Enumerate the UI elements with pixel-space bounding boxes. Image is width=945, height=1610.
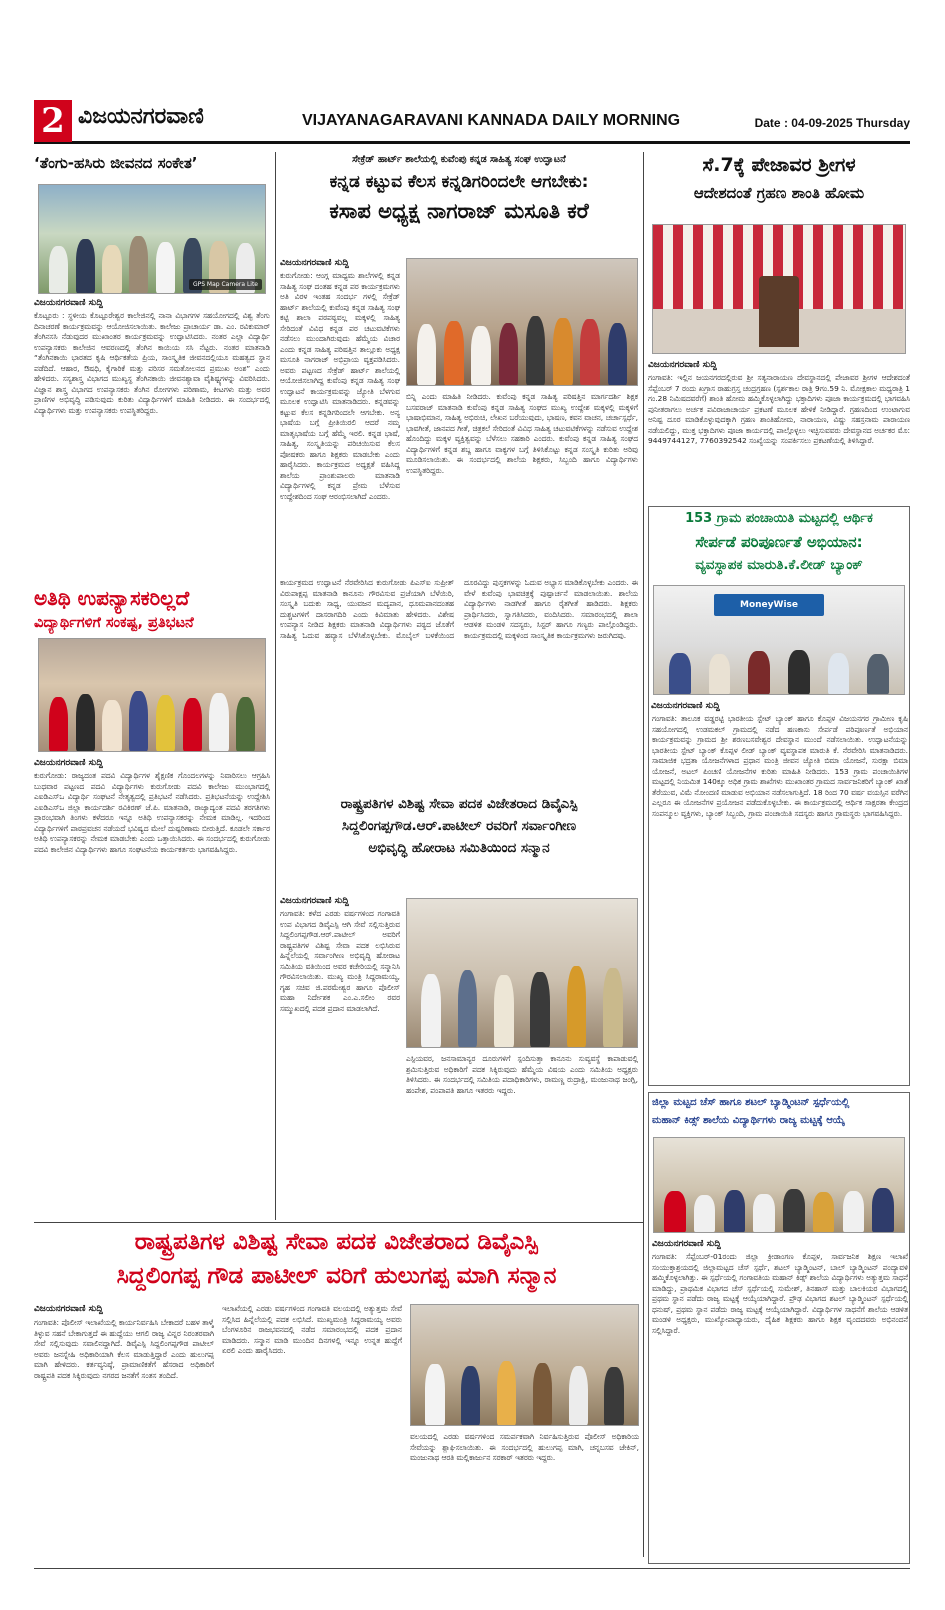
article-photo: [410, 1304, 639, 1426]
byline: ವಿಜಯನಗರವಾಣಿ ಸುದ್ದಿ: [652, 1239, 721, 1249]
article-photo: [406, 258, 638, 386]
column-rule: [643, 152, 644, 1557]
masthead: [34, 100, 910, 144]
page-number: 2: [34, 100, 72, 142]
headline-line-2: ಮಹಾನ್ ಕಿಡ್ಸ್ ಶಾಲೆಯ ವಿದ್ಯಾರ್ಥಿಗಳು ರಾಜ್ಯ ಮಟ್ಟಕ್ಕೆ ಆಯ್ಕೆ: [652, 1115, 845, 1126]
article-body-right: ಎಸ್ಪಿಯವರ, ಜನಸಾಮಾನ್ಯರ ದೂರುಗಳಿಗೆ ಸ್ಪಂದಿಸುತ್ತಾ ಕಾನೂನು ಸುವ್ಯವಸ್ಥೆ ಕಾಪಾಡುವಲ್ಲಿ ಶ್ರಮಿಸುತ್ತಿರುವ ಅಧಿಕಾರಿಗೆ ಪದಕ ಸಿಕ್ಕಿರುವುದು ಹೆಮ್ಮೆಯ ವಿಷಯ ಎಂದು ಸಮಿತಿಯ ಅಧ್ಯಕ್ಷರು ತಿಳಿಸಿದರು. ಈ ಸಂದರ್ಭದಲ್ಲಿ ಸಮಿತಿಯ ಪದಾಧಿಕಾರಿಗಳು, ರಾಮಣ್ಣ ರುದ್ರಾಕ್ಷಿ, ಮಂಜುನಾಥ ಜಂಗ್ಲಿ, ಹಂಪೇಶ, ಪಂಪಾಪತಿ ಹಾಗೂ ಇತರರು ಇದ್ದರು.: [406, 1054, 638, 1095]
headline: ‘ತೆಂಗು-ಹಸಿರು ಜೀವನದ ಸಂಕೇತ’: [34, 154, 198, 172]
article-financial-literacy: [648, 506, 910, 1086]
issue-date: Date : 04-09-2025 Thursday: [754, 116, 910, 130]
headline-line-3: ಅಭಿವೃದ್ಧಿ ಹೋರಾಟ ಸಮಿತಿಯಿಂದ ಸನ್ಮಾನ: [368, 840, 550, 856]
article-body: ಗಂಗಾವತಿ: ತಾಲೂಕ ವಡ್ಡರಟ್ಟಿ ಭಾರತೀಯ ಸ್ಟೇಟ್ ಬ್ಯಾಂಕ್ ಹಾಗೂ ಕೊಪ್ಪಳ ವಿಜಯನಗರ ಗ್ರಾಮೀಣ ಕೃಷಿ ಸಹಯೋಗದಲ್ಲಿ ಉಡಮಕಲ್ ಗ್ರಾಮದಲ್ಲಿ ನಡೆದ ಹಣಕಾಸು ಸೇರ್ಪಡೆ ಪರಿಪೂರ್ಣತೆ ಅಭಿಯಾನ ಕಾರ್ಯಕ್ರಮವನ್ನು ಗ್ರಾಮದ ಶ್ರೀ ಶರಣಬಸವೇಶ್ವರ ದೇವಸ್ಥಾನ ಮುಂದೆ ನಡೆಸಲಾಯಿತು. ಉದ್ಘಾಟನೆಯನ್ನು ಭಾರತೀಯ ಸ್ಟೇಟ್ ಬ್ಯಾಂಕ್ ಕೊಪ್ಪಳ ಲೀಡ್ ಬ್ಯಾಂಕ್ ವ್ಯವಸ್ಥಾಪಕ ಮಾರುತಿ ಕೆ. ನೆರವೇರಿಸಿ ಮಾತನಾಡಿದರು. ಸಾಮಾಜಿಕ ಭದ್ರತಾ ಯೋಜನೆಗಳಾದ ಪ್ರಧಾನ ಮಂತ್ರಿ ಜೀವನ ಜ್ಯೋತಿ ಬಿಮಾ ಯೋಜನೆ, ಸುರಕ್ಷಾ ಬಿಮಾ ಯೋಜನೆ, ಅಟಲ್ ಪಿಂಚಣಿ ಯೋಜನೆಗಳ ಕುರಿತು ಮಾಹಿತಿ ನೀಡಿದರು. 153 ಗ್ರಾಮ ಪಂಚಾಯಿತಿಗಳ ಮಟ್ಟದಲ್ಲಿ ನಿಯಮಿತ 140ಕ್ಕೂ ಅಧಿಕ ಗ್ರಾಮ ಶಾಖೆಗಳು ಮುಖಾಂತರ ಗ್ರಾಮದ ಸಾರ್ವಜನಿಕರಿಗೆ ಬ್ಯಾಂಕ್ ಖಾತೆ ತೆರೆಯುವ, ವಿಮೆ ನೋಂದಣಿ ಮಾಡುವ ಅಭಿಯಾನ ನಡೆಸಲಾಗುತ್ತಿದೆ. 18 ರಿಂದ 70 ವರ್ಷ ವಯಸ್ಸಿನ ವರೆಗಿನ ಎಲ್ಲರೂ ಈ ಯೋಜನೆಗಳ ಪ್ರಯೋಜನ ಪಡೆದುಕೊಳ್ಳಬೇಕು. ಈ ಕಾರ್ಯಕ್ರಮದಲ್ಲಿ ಆರ್ಥಿಕ ಸಾಕ್ಷರತಾ ಕೇಂದ್ರದ ಸಂಪನ್ಮೂಲ ವ್ಯಕ್ತಿಗಳು, ಬ್ಯಾಂಕ್ ಸಿಬ್ಬಂದಿ, ಗ್ರಾಮ ಪಂಚಾಯಿತಿ ಸದಸ್ಯರು ಹಾಗೂ ಗ್ರಾಮಸ್ಥರು ಭಾಗವಹಿಸಿದ್ದರು.: [652, 714, 908, 818]
byline: ವಿಜಯನಗರವಾಣಿ ಸುದ್ದಿ: [34, 298, 103, 308]
byline: ವಿಜಯನಗರವಾಣಿ ಸುದ್ದಿ: [34, 758, 103, 768]
section-rule: [34, 1222, 643, 1223]
headline-line-1: ರಾಷ್ಟ್ರಪತಿಗಳ ವಿಶಿಷ್ಟ ಸೇವಾ ಪದಕ ವಿಜೇತರಾದ ಡಿವೈಎಸ್ಪಿ: [340, 796, 578, 812]
byline: ವಿಜಯನಗರವಾಣಿ ಸುದ್ದಿ: [280, 896, 349, 906]
article-body: ಕುರುಗೋಡು: ರಾಜ್ಯದಂತ ಪದವಿ ವಿದ್ಯಾರ್ಥಿಗಳ ಶೈಕ್ಷಣಿಕ ಗೊಂದಲಗಳನ್ನು ನಿವಾರಿಸಲು ಆಗ್ರಹಿಸಿ ಬುಧವಾರ ಪಟ್ಟಣದ ಪದವಿ ವಿದ್ಯಾರ್ಥಿಗಳು ಕುರುಗೋಡು ಪದವಿ ಕಾಲೇಜು ಮುಂಭಾಗದಲ್ಲಿ ಎಐಡಿಎಸ್‌ಒ ವಿದ್ಯಾರ್ಥಿ ಸಂಘಟನೆ ನೇತೃತ್ವದಲ್ಲಿ ಪ್ರತಿಭಟನೆ ನಡೆಸಿದರು. ಪ್ರತಿಭಟನೆಯನ್ನು ಉದ್ದೇಶಿಸಿ ಎಐಡಿಎಸ್‌ಒ ಜಿಲ್ಲಾ ಕಾರ್ಯದರ್ಶಿ ರವಿಕಿರಣ್ ಜೆ.ಪಿ. ಮಾತನಾಡಿ, ರಾಜ್ಯಾದ್ಯಂತ ಪದವಿ ತರಗತಿಗಳು ಪ್ರಾರಂಭವಾಗಿ ತಿಂಗಳು ಕಳೆದರೂ ಇನ್ನೂ ಅತಿಥಿ ಉಪನ್ಯಾಸಕರನ್ನು ನೇಮಕ ಮಾಡಿಲ್ಲ. ಇದರಿಂದ ವಿದ್ಯಾರ್ಥಿಗಳಿಗೆ ಪಾಠಪ್ರವಚನ ನಡೆಯದೆ ಭವಿಷ್ಯದ ಮೇಲೆ ದುಷ್ಪರಿಣಾಮ ಬೀರುತ್ತಿದೆ. ಕೂಡಲೇ ಸರ್ಕಾರ ಅತಿಥಿ ಉಪನ್ಯಾಸಕರನ್ನು ನೇಮಕ ಮಾಡಬೇಕು ಎಂದು ಒತ್ತಾಯಿಸಿದರು. ಈ ಸಂದರ್ಭದಲ್ಲಿ ಕುರುಗೋಡು ಪದವಿ ಕಾಲೇಜಿನ ವಿದ್ಯಾರ್ಥಿಗಳು ಹಾಗೂ ಸಂಘಟನೆಯ ಕಾರ್ಯಕರ್ತರು ಭಾಗವಹಿಸಿದ್ದರು.: [34, 771, 270, 854]
kicker: ಸೇಕ್ರೆಡ್ ಹಾರ್ಟ್ ಶಾಲೆಯಲ್ಲಿ ಕುವೆಂಪು ಕನ್ನಡ ಸಾಹಿತ್ಯ ಸಂಘ ಉದ್ಘಾಟನೆ: [352, 154, 566, 165]
article-body-left: ಕುರುಗೋಡು: ಆಂಗ್ಲ ಮಾಧ್ಯಮ ಶಾಲೆಗಳಲ್ಲಿ ಕನ್ನಡ ಸಾಹಿತ್ಯ ಸಂಘ ದಂತಹ ಕನ್ನಡ ಪರ ಕಾರ್ಯಕ್ರಮಗಳು ಅತಿ ವಿರಳ ಇಂತಹ ಸಂದರ್ಭ ಗಳಲ್ಲಿ ಸೇಕ್ರೆಡ್ ಹಾರ್ಟ್ ಶಾಲೆಯಲ್ಲಿ ಕುವೆಂಪು ಕನ್ನಡ ಸಾಹಿತ್ಯ ಸಂಘ ಕಟ್ಟಿ ಶಾಲಾ ಪಠಪಠ್ಯವಲ್ಲ ಮಕ್ಕಳಲ್ಲಿ ಸಾಹಿತ್ಯ ಸೇರಿದಂತೆ ವಿವಿಧ ಕನ್ನಡ ಪರ ಚಟುವಟಿಕೆಗಳು ನಡೆಸಲು ಮುಂದಾಗಿರುವುದು ಹೆಮ್ಮೆಯ ವಿಚಾರ ಎಂದು ಕನ್ನಡ ಸಾಹಿತ್ಯ ಪರಿಷತ್ತಿನ ತಾಲ್ಲೂಕು ಅಧ್ಯಕ್ಷ ಮಸೂತಿ ನಾಗರಾಜ್ ಅಭಿಪ್ರಾಯ ವ್ಯಕ್ತಪಡಿಸಿದರು. ಅವರು ಪಟ್ಟಣದ ಸೇಕ್ರೆಡ್ ಹಾರ್ಟ್ ಶಾಲೆಯಲ್ಲಿ ಆಯೋಜಿಸಲಾಗಿದ್ದ ಕುವೆಂಪು ಕನ್ನಡ ಸಾಹಿತ್ಯ ಸಂಘ ಉದ್ಘಾಟನೆ ಕಾರ್ಯಕ್ರಮವನ್ನು ಜ್ಯೋತಿ ಬೆಳಗುವ ಮೂಲಕ ಉದ್ಘಾಟಿಸಿ ಮಾತನಾಡಿದರು. ಕನ್ನಡವನ್ನು ಕಟ್ಟುವ ಕೆಲಸ ಕನ್ನಡಿಗರಿಂದಲೇ ಆಗಬೇಕು. ಅನ್ಯ ಭಾಷೆಯ ಬಗ್ಗೆ ಪ್ರೀತಿಯಿರಲಿ ಆದರೆ ನಮ್ಮ ಮಾತೃಭಾಷೆಯ ಬಗ್ಗೆ ಹೆಮ್ಮೆ ಇರಲಿ. ಕನ್ನಡ ಭಾಷೆ, ಸಾಹಿತ್ಯ, ಸಂಸ್ಕೃತಿಯನ್ನು ಪರಿಚಯಿಸುವ ಕೆಲಸ ಪೋಷಕರು ಹಾಗೂ ಶಿಕ್ಷಕರು ಮಾಡಬೇಕು ಎಂದು ಹಾರೈಸಿದರು. ಕಾರ್ಯಕ್ರಮದ ಅಧ್ಯಕ್ಷತೆ ವಹಿಸಿದ್ದ ಶಾಲೆಯ ಪ್ರಾಂಶುಪಾಲರು ಮಾತನಾಡಿ ವಿದ್ಯಾರ್ಥಿಗಳಲ್ಲಿ ಕನ್ನಡ ಪ್ರೇಮ ಬೆಳೆಸುವ ಉದ್ದೇಶದಿಂದ ಸಂಘ ಆರಂಭಿಸಲಾಗಿದೆ ಎಂದರು.: [280, 271, 400, 501]
headline-line-1: ಜಿಲ್ಲಾ ಮಟ್ಟದ ಚೆಸ್ ಹಾಗೂ ಶಟಲ್ ಬ್ಯಾಡ್ಮಿಂಟನ್ ಸ್ಪರ್ಧೆಯಲ್ಲಿ: [652, 1097, 850, 1108]
article-photo: [653, 585, 905, 695]
photo-watermark: GPS Map Camera Lite: [189, 279, 262, 290]
article-chess: [648, 1092, 910, 1564]
article-photo: [653, 1137, 905, 1233]
article-body: ಗಂಗಾವತಿ: ಇಲ್ಲಿನ ಜಯನಗರದಲ್ಲಿರುವ ಶ್ರೀ ಸತ್ಯನಾರಾಯಣ ದೇವಸ್ಥಾನದಲ್ಲಿ ಪೇಜಾವರ ಶ್ರೀಗಳ ಆದೇಶದಂತೆ ಸೆಪ್ಟೆಂಬರ್ 7 ರಂದು ಖಗ್ರಾಸ ರಾಹುಗ್ರಸ್ತ ಚಂದ್ರಗ್ರಹಣ (ಸ್ಪರ್ಶಕಾಲ ರಾತ್ರಿ 9ಗಂ.59 ನಿ. ಮೋಕ್ಷಕಾಲ ಮಧ್ಯರಾತ್ರಿ 1 ಗಂ.28 ನಿಮಿಷದವರೆಗೆ) ಶಾಂತಿ ಹೋಮ ಹಮ್ಮಿಕೊಳ್ಳಲಾಗಿದ್ದು ಭಕ್ತಾದಿಗಳು ಪೂಜಾ ಕಾರ್ಯಕ್ರಮದಲ್ಲಿ ಭಾಗವಹಿಸಿ ಪುನೀತರಾಗಲು ಅರ್ಚಕ ಪವಿರಾಜಾಚಾರ್ಯ ಪ್ರಕಟಣೆ ಮೂಲಕ ಹೇಳಿಕೆ ನೀಡಿದ್ದಾರೆ. ಗ್ರಹಣದಿಂದ ಉಂಟಾಗುವ ಅನಿಷ್ಟ ದೂರ ಮಾಡಿಕೊಳ್ಳುವುದಕ್ಕಾಗಿ ಗ್ರಹಣ ಶಾಂತಿಹೋಮ, ನಾರಾಯಣ, ವಿಷ್ಣು ಸಹಸ್ರನಾಮ ಪಾರಾಯಣ ನಡೆಯಲಿದ್ದು, ಮುಕ್ತ ಭಕ್ತಾದಿಗಳು ಪೂಜಾ ಕಾರ್ಯದಲ್ಲಿ ಪಾಲ್ಗೊಳ್ಳಲು ಇಚ್ಛಿಸುವವರು ದೇವಸ್ಥಾನದ ಅರ್ಚಕರ ಮೊ: 9449744127, 7760392542 ಸಂಖ್ಯೆಯನ್ನು ಸಂಪರ್ಕಿಸಲು ಪ್ರಕಟಣೆಯಲ್ಲಿ ತಿಳಿಸಿದ್ದಾರೆ.: [648, 373, 910, 446]
byline: ವಿಜಯನಗರವಾಣಿ ಸುದ್ದಿ: [651, 701, 720, 711]
paper-title-english: VIJAYANAGARAVANI KANNADA DAILY MORNING: [302, 112, 681, 129]
headline-line-3: ವ್ಯವಸ್ಥಾಪಕ ಮಾರುತಿ.ಕೆ.ಲೀಡ್ ಬ್ಯಾಂಕ್: [695, 557, 863, 573]
article-coconut: [34, 154, 270, 582]
byline: ವಿಜಯನಗರವಾಣಿ ಸುದ್ದಿ: [280, 258, 349, 268]
article-photo: [38, 638, 266, 752]
headline-line-2: ಸೇರ್ಪಡೆ ಪರಿಪೂರ್ಣತೆ ಅಭಿಯಾನ:: [695, 533, 863, 551]
article-body: ಗಂಗಾವತಿ: ಸೆಪ್ಟೆಂಬರ್-01ರಂದು ಜಿಲ್ಲಾ ಕ್ರೀಡಾಂಗಣ ಕೊಪ್ಪಳ, ಸಾರ್ವಜನಿಕ ಶಿಕ್ಷಣ ಇಲಾಖೆ ಸಂಯುಕ್ತಾಶ್ರಯದಲ್ಲಿ ಜಿಲ್ಲಾಮಟ್ಟದ ಚೆಸ್ ಸ್ಪರ್ಧೆ, ಶಟಲ್ ಬ್ಯಾಡ್ಮಿಂಟನ್, ಬಾಲ್ ಬ್ಯಾಡ್ಮಿಂಟನ್ ಪಂದ್ಯಾವಳಿ ಹಮ್ಮಿಕೊಳ್ಳಲಾಗಿತ್ತು. ಈ ಸ್ಪರ್ಧೆಯಲ್ಲಿ ಗಂಗಾವತಿಯ ಮಹಾನ್ ಕಿಡ್ಸ್ ಶಾಲೆಯ ವಿದ್ಯಾರ್ಥಿಗಳು ಅತ್ಯುತ್ತಮ ಸಾಧನೆ ಮಾಡಿದ್ದು, ಪ್ರಾಥಮಿಕ ವಿಭಾಗದ ಚೆಸ್ ಸ್ಪರ್ಧೆಯಲ್ಲಿ ಸುಮೇಶ್, ತಿನಹಾಸ್ ಮತ್ತು ಬಾಲಕಿಯರ ವಿಭಾಗದಲ್ಲಿ ಪ್ರಥಮ ಸ್ಥಾನ ಪಡೆದು ರಾಜ್ಯ ಮಟ್ಟಕ್ಕೆ ಆಯ್ಕೆಯಾಗಿದ್ದಾರೆ. ಪ್ರೌಢ ವಿಭಾಗದ ಶಟಲ್ ಬ್ಯಾಡ್ಮಿಂಟನ್ ಸ್ಪರ್ಧೆಯಲ್ಲಿ ಧನುಷ್, ಪ್ರಥಮ ಸ್ಥಾನ ಪಡೆದು ರಾಜ್ಯ ಮಟ್ಟಕ್ಕೆ ಆಯ್ಕೆಯಾಗಿದ್ದಾರೆ. ವಿದ್ಯಾರ್ಥಿಗಳ ಸಾಧನೆಗೆ ಶಾಲೆಯ ಆಡಳಿತ ಮಂಡಳಿ ಅಧ್ಯಕ್ಷರು, ಮುಖ್ಯೋಪಾಧ್ಯಾಯರು, ದೈಹಿಕ ಶಿಕ್ಷಕರು ಹಾಗೂ ಶಿಕ್ಷಕ ವೃಂದದವರು ಅಭಿನಂದನೆ ಸಲ್ಲಿಸಿದ್ದಾರೆ.: [652, 1252, 908, 1335]
article-guest-lecturers: [34, 586, 270, 1216]
article-dysp-honour-large: [34, 1228, 639, 1564]
page-bottom-rule: [34, 1568, 910, 1569]
byline: ವಿಜಯನಗರವಾಣಿ ಸುದ್ದಿ: [648, 360, 717, 370]
headline-line-2: ಸಿದ್ದಲಿಂಗಪ್ಪಗೌಡ.ಆರ್.ಪಾಟೀಲ್ ರವರಿಗೆ ಸರ್ವಾಂಗೀಣ: [341, 818, 577, 834]
headline-line-1: ಕನ್ನಡ ಕಟ್ಟುವ ಕೆಲಸ ಕನ್ನಡಿಗರಿಂದಲೇ ಆಗಬೇಕು:: [329, 172, 589, 192]
column-rule: [275, 152, 276, 1220]
headline-line-1: ರಾಷ್ಟ್ರಪತಿಗಳ ವಿಶಿಷ್ಟ ಸೇವಾ ಪದಕ ವಿಜೇತರಾದ ಡಿವೈಎಸ್ಪಿ: [134, 1229, 539, 1255]
article-body-mid: ಇಲಾಖೆಯಲ್ಲಿ ಎರಡು ವರ್ಷಗಳಿಂದ ಗಂಗಾವತಿ ವಲಯದಲ್ಲಿ ಅತ್ಯುತ್ತಮ ಸೇವೆ ಸಲ್ಲಿಸಿದ ಹಿನ್ನೆಲೆಯಲ್ಲಿ ಪದಕ ಲಭಿಸಿದೆ. ಮುಖ್ಯಮಂತ್ರಿ ಸಿದ್ದರಾಮಯ್ಯ ಅವರು ಬೆಂಗಳೂರಿನ ರಾಜಭವನದಲ್ಲಿ ನಡೆದ ಸಮಾರಂಭದಲ್ಲಿ ಪದಕ ಪ್ರದಾನ ಮಾಡಿದರು. ಸನ್ಮಾನ ಮಾಡಿ ಮುಂದಿನ ದಿನಗಳಲ್ಲಿ ಇನ್ನೂ ಉನ್ನತ ಹುದ್ದೆಗೆ ಏರಲಿ ಎಂದು ಹಾರೈಸಿದರು.: [222, 1304, 402, 1356]
headline-line-1: 153 ಗ್ರಾಮ ಪಂಚಾಯಿತಿ ಮಟ್ಟದಲ್ಲಿ ಆರ್ಥಿಕ: [685, 511, 873, 526]
article-body-right: ವಲಯದಲ್ಲಿ ಎರಡು ವರ್ಷಗಳಿಂದ ಸಮರ್ಪಕವಾಗಿ ನಿರ್ವಹಿಸುತ್ತಿರುವ ಪೊಲೀಸ್ ಅಧಿಕಾರಿಯ ಸೇವೆಯನ್ನು ಶ್ಲಾಘಿಸಲಾಯಿತು. ಈ ಸಂದರ್ಭದಲ್ಲಿ ಹುಲುಗಪ್ಪ ಮಾಗಿ, ಚನ್ನಬಸವ ಜೇಕಿನ್, ಮಂಜುನಾಥ ಆರತಿ ಮಲ್ಲಿಕಾರ್ಜುನ ಸರಕಾರ್ ಇತರರು ಇದ್ದರು.: [410, 1432, 639, 1463]
photo-banner: MoneyWise: [714, 594, 824, 616]
byline: ವಿಜಯನಗರವಾಣಿ ಸುದ್ದಿ: [34, 1304, 103, 1314]
headline-line-1: ಸೆ.7ಕ್ಕೆ ಪೇಜಾವರ ಶ್ರೀಗಳ: [702, 154, 856, 176]
article-kasapa: [280, 154, 638, 790]
article-body-lower: ಕಾರ್ಯಕ್ರಮದ ಉದ್ಘಾಟನೆ ನೆರವೇರಿಸಿದ ಕುರುಗೋಡು ಪಿಎಸ್‌ಐ ಸುಪ್ರೀತ್ ವಿರುಪಾಕ್ಷಪ್ಪ ಮಾತನಾಡಿ ಕಾನೂನು ಗೌರವಿಸುವ ಪ್ರಜೆಯಾಗಿ ಬೆಳೆಯಿರಿ, ಸಂಸ್ಕೃತಿ ಬದುಕು ಸಾಧ್ಯ, ಯುವಜನ ಮದ್ಯಪಾನ, ಧೂಮಪಾನದಂತಹ ದುಶ್ಚಟಗಳಿಗೆ ದಾಸರಾಗದಿರಿ ಎಂದು ಕಿವಿಮಾತು ಹೇಳಿದರು. ವಿಶೇಷ ಉಪನ್ಯಾಸ ನೀಡಿದ ಶಿಕ್ಷಕರು ಮಾತನಾಡಿ ವಿದ್ಯಾರ್ಥಿಗಳು ಪಠ್ಯದ ಜೊತೆಗೆ ಸಾಹಿತ್ಯ ಓದುವ ಹವ್ಯಾಸ ಬೆಳೆಸಿಕೊಳ್ಳಬೇಕು. ಮೊಬೈಲ್ ಬಳಕೆಯಿಂದ ದೂರವಿದ್ದು ಪುಸ್ತಕಗಳನ್ನು ಓದುವ ಅಭ್ಯಾಸ ಮಾಡಿಕೊಳ್ಳಬೇಕು ಎಂದರು. ಈ ವೇಳೆ ಕುವೆಂಪು ಭಾವಚಿತ್ರಕ್ಕೆ ಪುಷ್ಪಾರ್ಚನೆ ಮಾಡಲಾಯಿತು. ಶಾಲೆಯ ವಿದ್ಯಾರ್ಥಿಗಳು ನಾಡಗೀತೆ ಹಾಗೂ ರೈತಗೀತೆ ಹಾಡಿದರು. ಶಿಕ್ಷಕರು ಪ್ರಾರ್ಥಿಸಿದರು, ಸ್ವಾಗತಿಸಿದರು, ವಂದಿಸಿದರು. ಸಮಾರಂಭದಲ್ಲಿ ಶಾಲಾ ಆಡಳಿತ ಮಂಡಳಿ ಸದಸ್ಯರು, ಸಿಸ್ಟರ್ ಹಾಗೂ ಗಣ್ಯರು ಪಾಲ್ಗೊಂಡಿದ್ದರು. ಕಾರ್ಯಕ್ರಮದಲ್ಲಿ ಮಕ್ಕಳಿಂದ ಸಾಂಸ್ಕೃತಿಕ ಕಾರ್ಯಕ್ರಮಗಳು ಜರುಗಿದವು.: [280, 578, 638, 640]
headline-line-2: ವಿದ್ಯಾರ್ಥಿಗಳಿಗೆ ಸಂಕಷ್ಟ, ಪ್ರತಿಭಟನೆ: [34, 615, 194, 631]
article-body-right: ಬಿನ್ನಿ ಎಂದು ಮಾಹಿತಿ ನೀಡಿದರು. ಕುವೆಂಪು ಕನ್ನಡ ಸಾಹಿತ್ಯ ಪರಿಷತ್ತಿನ ಮಾರ್ಗದರ್ಶಿ ಶಿಕ್ಷಕ ಬಸವರಾಜ್ ಮಾತನಾಡಿ ಕುವೆಂಪು ಕನ್ನಡ ಸಾಹಿತ್ಯ ಸಂಘದ ಮುಖ್ಯ ಉದ್ದೇಶ ಮಕ್ಕಳಲ್ಲಿ ಮಕ್ಕಳಿಗೆ ಭಾಷಾಭಿಮಾನ, ಸಾಹಿತ್ಯ ಅಭಿರುಚಿ, ಲೇಖನ ಬರೆಯುವುದು, ಭಾಷಣ, ಕವನ ವಾಚನ, ಚರ್ಚಾಸ್ಪರ್ಧೆ, ಭಾವಗೀತೆ, ಜಾನಪದ ಗೀತೆ, ಚಿತ್ರಕಲೆ ಸೇರಿದಂತೆ ವಿವಿಧ ಸಾಹಿತ್ಯ ಚಟುವಟಿಕೆಗಳನ್ನು ನಡೆಸುವ ಉದ್ದೇಶ ಹೊಂದಿದ್ದು ಮಕ್ಕಳ ವ್ಯಕ್ತಿತ್ವವನ್ನು ಬೆಳೆಸಲು ಸಹಕಾರಿ ಎಂದರು. ಕುವೆಂಪು ಕನ್ನಡ ಸಾಹಿತ್ಯ ಸಂಘದ ವಿದ್ಯಾರ್ಥಿಗಳಿಗೆ ಕನ್ನಡ ಶಬ್ದ ಹಾಗೂ ವಾಕ್ಯಗಳ ಬಗ್ಗೆ ತಿಳಿಸಿಕೊಟ್ಟು ಕನ್ನಡ ಸಂಸ್ಕೃತಿ ಕುರಿತು ಅರಿವು ಮೂಡಿಸಲಾಯಿತು. ಈ ಸಂದರ್ಭದಲ್ಲಿ ಶಾಲೆಯ ಶಿಕ್ಷಕರು, ಸಿಬ್ಬಂದಿ ಹಾಗೂ ವಿದ್ಯಾರ್ಥಿಗಳು ಉಪಸ್ಥಿತರಿದ್ದರು.: [406, 392, 638, 475]
article-body-left: ಗಂಗಾವತಿ: ಪೊಲೀಸ್ ಇಲಾಖೆಯಲ್ಲಿ ಕಾರ್ಯನಿರ್ವಹಿಸಿ ಬೇಕಾದರೆ ಬಹಳ ತಾಳ್ಮೆ ತಿಳ್ಳುವ ಸಹನೆ ಬೇಕಾಗುತ್ತದೆ ಈ ಹುದ್ದೆಯು ಆಗಲಿ ರಾಜ್ಯ ವಿನ್ನರ ನಿರಂತರವಾಗಿ ಸೇವೆ ಸಲ್ಲಿಸುವುದು ಸವಾಲಿನದ್ದಾಗಿದೆ. ಡಿವೈಎಸ್ಪಿ ಸಿದ್ದಲಿಂಗಪ್ಪಗೌಡ ಪಾಟೀಲ್ ಅವರು ಜನಸ್ನೇಹಿ ಅಧಿಕಾರಿಯಾಗಿ ಕೆಲಸ ಮಾಡುತ್ತಿದ್ದಾರೆ ಎಂದು ಹುಲುಗಪ್ಪ ಮಾಗಿ ಹೇಳಿದರು. ಕರ್ತವ್ಯನಿಷ್ಠೆ, ಪ್ರಾಮಾಣಿಕತೆಗೆ ಹೆಸರಾದ ಅಧಿಕಾರಿಗೆ ರಾಷ್ಟ್ರಪತಿ ಪದಕ ಸಿಕ್ಕಿರುವುದು ನಗರದ ಜನತೆಗೆ ಸಂತಸ ತಂದಿದೆ.: [34, 1318, 214, 1380]
article-body: ಕೊಟ್ಟೂರು : ಸ್ಥಳೀಯ ಕೊಟ್ಟೂರೇಶ್ವರ ಕಾಲೇಜಿನಲ್ಲಿ ನಾನಾ ವಿಭಾಗಗಳ ಸಹಯೋಗದಲ್ಲಿ ವಿಶ್ವ ತೆಂಗು ದಿನಾಚರಣೆ ಕಾರ್ಯಕ್ರಮವನ್ನು ಆಯೋಜಿಸಲಾಯಿತು. ಕಾಲೇಜು ಪ್ರಾಚಾರ್ಯ ಡಾ. ಎಂ. ರವಿಕುಮಾರ್ ತೆಂಗಿನಸಸಿ ನೆಡುವುದರ ಮುಖಾಂತರ ಕಾರ್ಯಕ್ರಮವನ್ನು ಉದ್ಘಾಟಿಸಿದರು. ನಂತರ ಎಲ್ಲಾ ವಿದ್ಯಾರ್ಥಿ ಉಪನ್ಯಾಸಕರು ಕಾಲೇಜಿನ ಆವರಣದಲ್ಲಿ ತೆಂಗಿನ ಕಾಯಿಯ ಸಸಿ ನೆಟ್ಟರು. ನಂತರ ಮಾತನಾಡಿ “ತೆಂಗಿನಕಾಯಿ ಭಾರತದ ಕೃಷಿ ಆರ್ಥಿಕತೆಯ ಪ್ರಿಯ, ಸಾಂಸ್ಕೃತಿಕ ಜೀವನದಲ್ಲಿಯೂ ಮಹತ್ವದ ಸ್ಥಾನ ಪಡೆದಿದೆ. ಆಹಾರ, ಔಷಧಿ, ಕೈಗಾರಿಕೆ ಮತ್ತು ಪರಿಸರ ಸಮತೋಲನದ ಪ್ರಮುಖ ಅಂಶ” ಎಂದು ಹೇಳಿದರು. ಸಸ್ಯಶಾಸ್ತ್ರ ವಿಭಾಗದ ಮುಖ್ಯಸ್ಥ ತೆಂಗಿನಕಾಯಿ ಜೀವನಶ್ಯಾವಾ ವೈಶಿಷ್ಟ್ಯಗಳನ್ನು ವಿವರಿಸಿದರು. ವಿಜ್ಞಾನ ಶಾಸ್ತ್ರ ವಿಭಾಗದ ಉಪನ್ಯಾಸಕರು ತೆಂಗಿನ ರೋಗಗಳು ಪರಿಣಾಮ, ಕೀಟಗಳು ಮತ್ತು ಅವರ ಪ್ರಾಣಿಗಳ ಅಭಿವೃದ್ಧಿ ಪಡಿಸುವುದು ಕುರಿತು ವಿದ್ಯಾರ್ಥಿಗಳಿಗೆ ಮಾಹಿತಿ ನೀಡಿದರು. ಈ ಸಂದರ್ಭದಲ್ಲಿ ವಿದ್ಯಾರ್ಥಿಗಳು ಮತ್ತು ಉಪನ್ಯಾಸಕರು ಉಪಸ್ಥಿತರಿದ್ದರು.: [34, 311, 270, 415]
headline-line-2: ಸಿದ್ದಲಿಂಗಪ್ಪ ಗೌಡ ಪಾಟೀಲ್ ವರಿಗೆ ಹುಲುಗಪ್ಪ ಮಾಗಿ ಸನ್ಮಾನ: [116, 1263, 557, 1289]
article-body-left: ಗಂಗಾವತಿ: ಕಳೆದ ಎರಡು ವರ್ಷಗಳಿಂದ ಗಂಗಾವತಿ ಉಪ ವಿಭಾಗದ ಡಿವೈಎಸ್ಪಿ ಆಗಿ ಸೇವೆ ಸಲ್ಲಿಸುತ್ತಿರುವ ಸಿದ್ದಲಿಂಗಪ್ಪಗೌಡ.ಆರ್.ಪಾಟೀಲ್ ಅವರಿಗೆ ರಾಷ್ಟ್ರಪತಿಗಳ ವಿಶಿಷ್ಟ ಸೇವಾ ಪದಕ ಲಭಿಸಿರುವ ಹಿನ್ನೆಲೆಯಲ್ಲಿ ಸರ್ವಾಂಗೀಣ ಅಭಿವೃದ್ಧಿ ಹೋರಾಟ ಸಮಿತಿಯ ವತಿಯಿಂದ ಅವರ ಕಚೇರಿಯಲ್ಲಿ ಸನ್ಮಾನಿಸಿ ಗೌರವಿಸಲಾಯಿತು. ಮುಖ್ಯ ಮಂತ್ರಿ ಸಿದ್ದರಾಮಯ್ಯ, ಗೃಹ ಸಚಿವ ಜಿ.ಪರಮೇಶ್ವರ ಹಾಗೂ ಪೊಲೀಸ್ ಮಹಾ ನಿರ್ದೇಶಕ ಎಂ.ಎ.ಸಲೀಂ ರವರ ಸಮ್ಮುಖದಲ್ಲಿ ಪದಕ ಪ್ರದಾನ ಮಾಡಲಾಗಿದೆ.: [280, 909, 400, 1013]
headline-line-2: ಆದೇಶದಂತೆ ಗ್ರಹಣ ಶಾಂತಿ ಹೋಮ: [693, 184, 865, 202]
article-grahana: [648, 154, 910, 502]
article-photo: [652, 224, 906, 354]
article-dysp-honour-small: [280, 796, 638, 1218]
article-photo: [406, 898, 638, 1048]
article-photo: [38, 184, 266, 294]
paper-title-kannada: ವಿಜಯನಗರವಾಣಿ: [78, 104, 204, 129]
headline-line-1: ಅತಿಥಿ ಉಪನ್ಯಾಸಕರಿಲ್ಲದೆ: [34, 586, 190, 610]
headline-line-2: ಕಸಾಪ ಅಧ್ಯಕ್ಷ ನಾಗರಾಜ್ ಮಸೂತಿ ಕರೆ: [329, 199, 589, 223]
